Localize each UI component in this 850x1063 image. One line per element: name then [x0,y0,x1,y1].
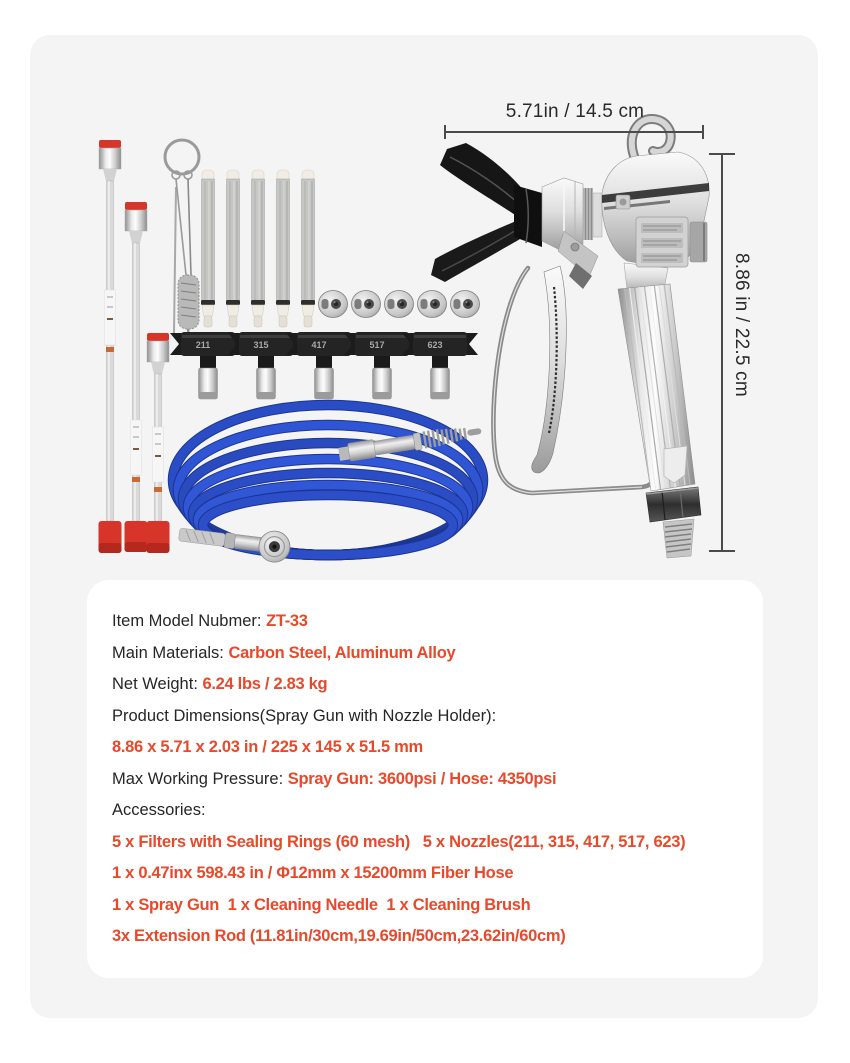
spec-dimensions-label: Product Dimensions(Spray Gun with Nozzle Holder): [112,706,497,725]
spec-accessory-hose: 1 x 0.47inx 598.43 in / Φ12mm x 15200mm Fiber Hose [112,864,514,882]
fiber-hose [173,405,483,555]
nozzle-517 [344,332,420,399]
nozzle-number: 211 [195,340,211,350]
spec-panel [87,580,763,978]
nozzle-number: 315 [253,340,269,350]
nozzle-417 [286,332,362,399]
nozzle-623 [402,332,478,399]
height-dimension-label: 8.86 in / 22.5 cm [731,253,752,397]
width-dimension-label: 5.71in / 14.5 cm [505,101,645,122]
nozzle-number: 623 [427,340,443,350]
extension-rod-30cm [147,333,170,553]
spec-dimensions-value: 8.86 x 5.71 x 2.03 in / 225 x 145 x 51.5 mm [112,738,423,756]
cleaning-brush [165,140,199,340]
spec-accessory-rods: 3x Extension Rod (11.81in/30cm,19.69in/50cm,23.62in/60cm) [112,927,566,945]
height-dimension-tick-bottom [709,550,735,552]
cleaning-needle [174,187,176,333]
extension-rod-60cm [99,140,122,553]
sealing-rings [319,291,480,318]
nozzle-211 [170,332,246,399]
height-dimension-line [721,154,723,552]
spec-accessory-gun-needle-brush: 1 x Spray Gun 1 x Cleaning Needle 1 x Cleaning Brush [112,895,531,914]
width-dimension-line [444,131,704,133]
spec-model: Item Model Nubmer: ZT-33 [112,612,308,630]
extension-rod-50cm [125,202,148,552]
spec-materials: Main Materials: Carbon Steel, Aluminum Alloy [112,643,456,662]
width-dimension-tick-left [444,125,446,139]
nozzle-number: 417 [311,340,327,350]
spec-pressure: Max Working Pressure: Spray Gun: 3600psi / Hose: 4350psi [112,769,557,788]
spec-weight: Net Weight: 6.24 lbs / 2.83 kg [112,675,328,693]
product-card [30,35,818,1018]
spec-accessories-label: Accessories: [112,801,206,819]
nozzle-315 [228,332,304,399]
spec-accessory-filters-nozzles: 5 x Filters with Sealing Rings (60 mesh) 5 x Nozzles(211, 315, 417, 517, 623) [112,832,686,851]
nozzle-number: 517 [369,340,385,350]
filters [201,170,315,327]
width-dimension-tick-right [702,125,704,139]
height-dimension-tick-top [709,153,735,155]
